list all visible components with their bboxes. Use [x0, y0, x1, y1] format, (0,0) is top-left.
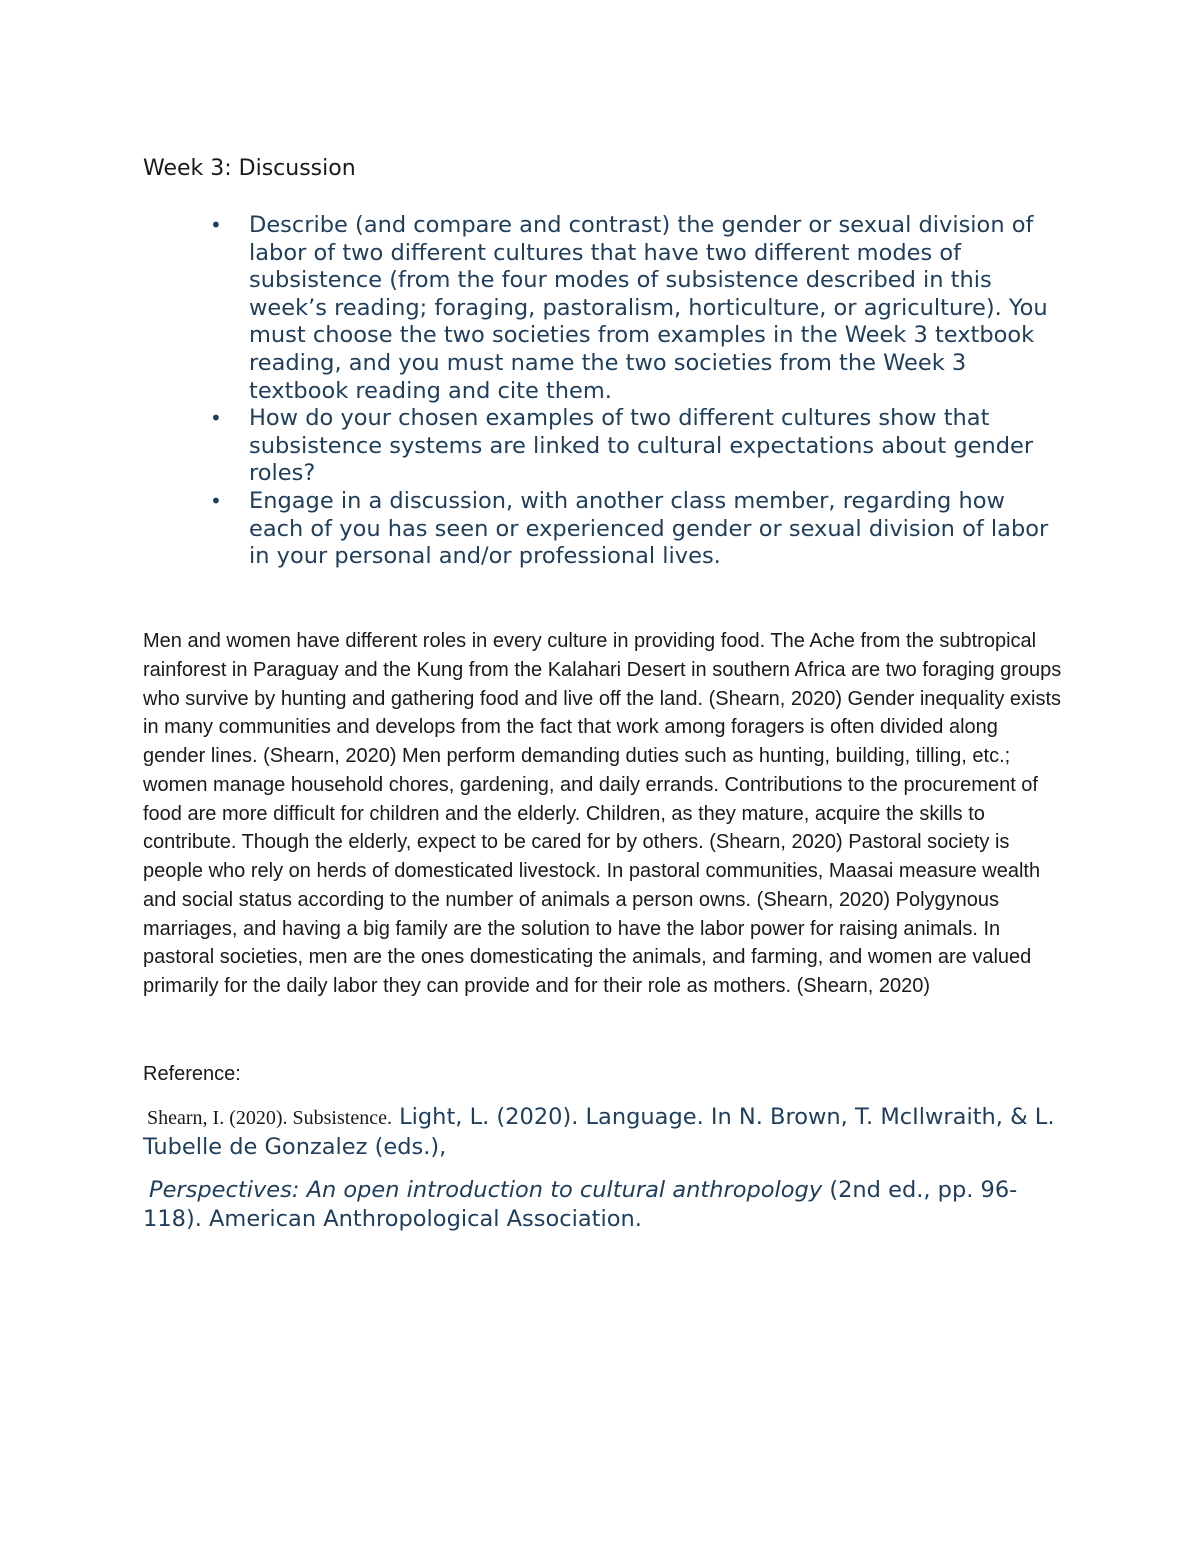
reference-citation-part1 — [143, 1103, 1063, 1162]
bullet-glyph: • — [210, 488, 222, 513]
bullet-item — [200, 488, 1060, 571]
reference-text: (2nd ed., pp. 96-118). American Anthropological Association. — [143, 1177, 1018, 1232]
reference-text: Light, L. (2020). Language. In N. Brown, T. McIlwraith, & L. Tubelle de Gonzalez (eds.), — [143, 1104, 1055, 1160]
response-paragraph: Men and women have different roles in every culture in providing food. The Ache from the subtropical rainforest in Paraguay and the Kung from the Kalahari Desert in southern Africa are two foraging groups who survive by hunting and gathering food and live off the land. (Shearn, 2020) Gender inequality exists in many communities and develops from the fact that work among foragers is often divided along gender lines. (Shearn, 2020) Men perform demanding duties such as hunting, building, tilling, etc.; women manage household chores, gardening, and daily errands. Contributions to the procurement of food are more difficult for children and the elderly. Children, as they mature, acquire the skills to contribute. Though the elderly, expect to be cared for by others. (Shearn, 2020) Pastoral society is people who rely on herds of domesticated livestock. In pastoral communities, Maasai measure wealth and social status according to the number of animals a person owns. (Shearn, 2020) Polygynous marriages, and having a big family are the solution to have the labor power for raising animals. In pastoral societies, men are the ones domesticating the animals, and farming, and women are valued primarily for the daily labor they can provide and for their role as mothers. (Shearn, 2020) — [143, 630, 1062, 997]
page-title: Week 3: Discussion — [143, 156, 356, 181]
bullet-glyph: • — [210, 406, 222, 431]
bullet-item — [200, 212, 1060, 405]
reference-citation-part2 — [143, 1176, 1063, 1234]
prompt-bullet-list — [200, 212, 1060, 571]
bullet-item — [200, 405, 1060, 488]
bullet-glyph: • — [210, 213, 222, 237]
bullet-text: How do your chosen examples of two different cultures show that subsistence systems are linked to cultural expectations about gender roles? — [249, 405, 1034, 487]
reference-serif-text: Shearn, I. (2020). Subsistence. — [147, 1107, 392, 1129]
bullet-text: Engage in a discussion, with another class member, regarding how each of you has seen or experienced gender or sexual division of labor in your personal and/or professional lives. — [249, 487, 1049, 570]
reference-heading: Reference: — [143, 1063, 241, 1085]
bullet-text: Describe (and compare and contrast) the gender or sexual division of labor of two different cultures that have two different modes of subsistence (from the four modes of subsistence described in this week’s reading; foraging, pastoralism, horticulture, or agriculture). You must choose the two societies from examples in the Week 3 textbook reading, and you must name the two societies from the Week 3 textbook reading and cite them. — [249, 212, 1048, 404]
reference-book-title: Perspectives: An open introduction to cultural anthropology — [149, 1177, 823, 1203]
